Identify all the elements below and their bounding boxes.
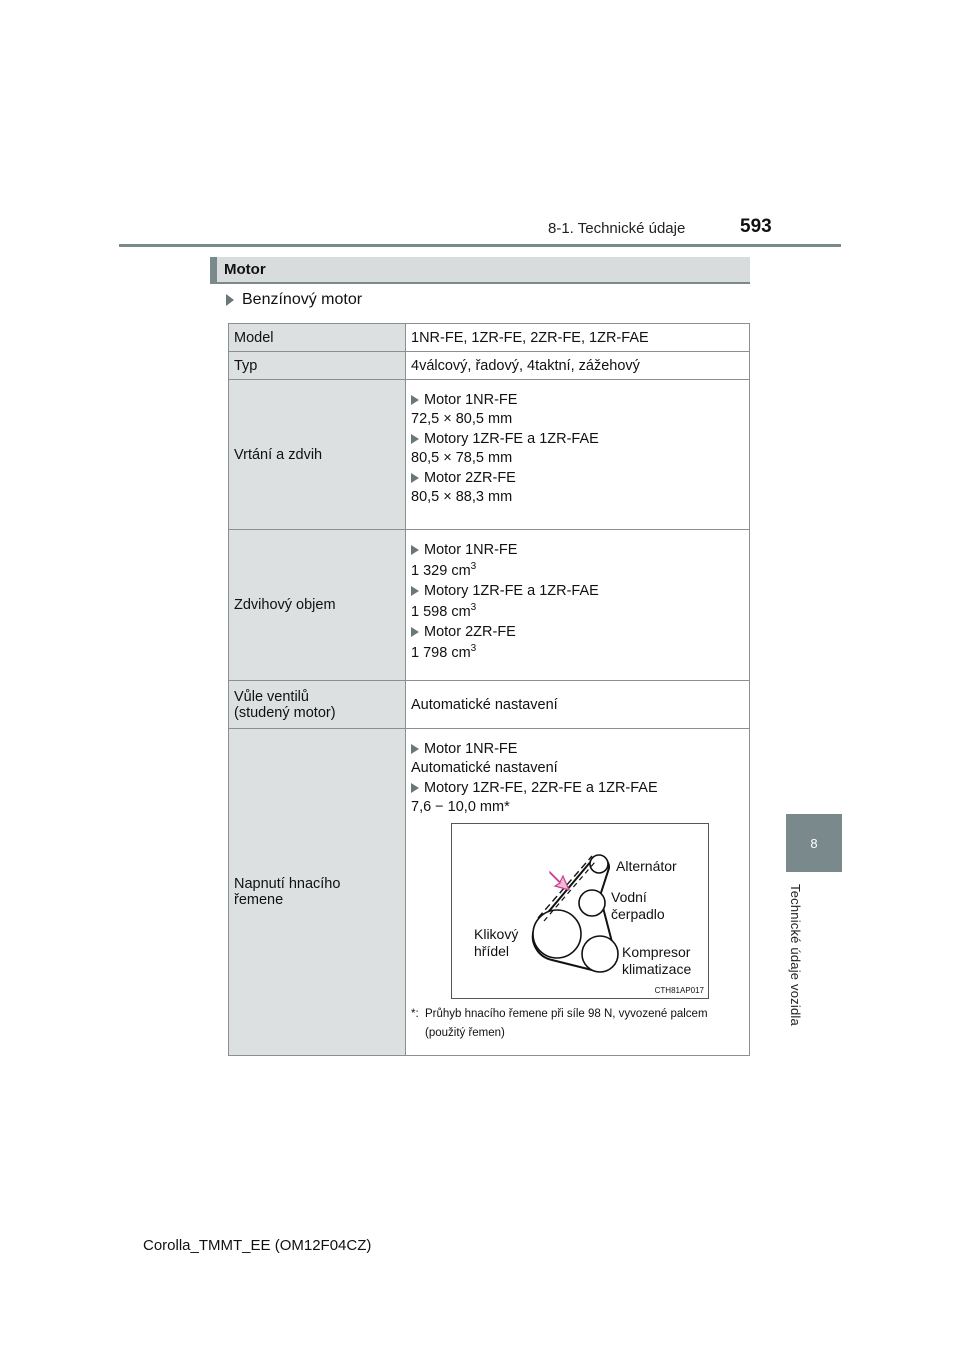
table-row-type — [229, 352, 750, 380]
engine-spec-table — [228, 323, 750, 1056]
engine-name: Motor 1NR-FE — [424, 392, 518, 408]
bore-value: 80,5 × 88,3 mm — [411, 489, 513, 505]
label-compressor-line2: klimatizace — [622, 961, 692, 977]
push-arrow-icon — [550, 872, 569, 890]
table-row-displacement — [229, 530, 750, 681]
table-row-valve — [229, 681, 750, 729]
engine-name: Motor 1NR-FE — [424, 542, 518, 558]
label-crankshaft — [474, 926, 518, 960]
label-crankshaft-line2: hřídel — [474, 943, 510, 959]
section-title: Motor — [224, 261, 266, 278]
chapter-number: 8 — [810, 835, 818, 851]
triangle-bullet-icon — [411, 627, 419, 637]
engine-name: Motory 1ZR-FE, 2ZR-FE a 1ZR-FAE — [424, 780, 658, 796]
belt-value: Automatické nastavení — [411, 760, 558, 776]
triangle-bullet-icon — [411, 744, 419, 754]
belt-label-line1: Napnutí hnacího — [234, 876, 341, 892]
unit-exponent: 3 — [470, 601, 477, 613]
chapter-label: Technické údaje vozidla — [788, 884, 803, 1026]
bore-label: Vrtání a zdvih — [229, 380, 406, 530]
label-water-pump-line2: čerpadlo — [611, 906, 665, 922]
label-compressor — [622, 944, 691, 978]
belt-label-line2: řemene — [234, 892, 284, 908]
engine-name: Motory 1ZR-FE a 1ZR-FAE — [424, 431, 599, 447]
belt-diagram — [451, 823, 709, 999]
water-pump-pulley — [579, 890, 605, 916]
header-section-title: 8-1. Technické údaje — [548, 220, 686, 237]
section-title-bar — [210, 257, 750, 284]
displacement-number: 1 329 cm — [411, 562, 471, 579]
footnote-line2: (použitý řemen) — [425, 1027, 505, 1039]
footnote-line1: Průhyb hnacího řemene při síle 98 N, vyvozené palcem — [425, 1008, 708, 1020]
belt-value: 7,6 − 10,0 mm* — [411, 799, 510, 815]
triangle-bullet-icon — [226, 294, 234, 306]
compressor-pulley — [582, 936, 618, 972]
label-crankshaft-line1: Klikový — [474, 926, 519, 942]
bore-value: 80,5 × 78,5 mm — [411, 450, 513, 466]
belt-label — [229, 729, 406, 1056]
footnote — [411, 1005, 744, 1043]
valve-label-line1: Vůle ventilů — [234, 688, 309, 705]
bore-value: 72,5 × 80,5 mm — [411, 411, 513, 427]
type-value: 4válcový, řadový, 4taktní, zážehový — [406, 352, 750, 380]
displacement-value — [411, 561, 744, 579]
page-number: 593 — [740, 216, 772, 237]
triangle-bullet-icon — [411, 395, 419, 405]
table-row-model — [229, 324, 750, 352]
displacement-value — [411, 602, 744, 620]
footnote-mark: *: — [411, 1008, 419, 1020]
diagram-code: CTH81AP017 — [654, 986, 704, 995]
label-compressor-line1: Kompresor — [622, 944, 691, 960]
displacement-values — [406, 530, 750, 681]
list-item — [411, 741, 744, 757]
model-value: 1NR-FE, 1ZR-FE, 2ZR-FE, 1ZR-FAE — [406, 324, 750, 352]
list-item — [411, 542, 744, 558]
displacement-number: 1 598 cm — [411, 603, 471, 620]
footnote-text — [425, 1005, 708, 1043]
triangle-bullet-icon — [411, 545, 419, 555]
displacement-label: Zdvihový objem — [229, 530, 406, 681]
chapter-tab — [786, 814, 842, 872]
displacement-value — [411, 643, 744, 661]
belt-values — [406, 729, 750, 1056]
model-label: Model — [229, 324, 406, 352]
valve-label-line2: (studený motor) — [234, 704, 336, 721]
table-row-belt — [229, 729, 750, 1056]
table-row-bore — [229, 380, 750, 530]
crankshaft-pulley — [533, 910, 581, 958]
label-alternator: Alternátor — [616, 858, 677, 874]
label-water-pump-line1: Vodní — [611, 889, 647, 905]
list-item — [411, 583, 744, 599]
list-item — [411, 431, 744, 447]
triangle-bullet-icon — [411, 473, 419, 483]
unit-exponent: 3 — [470, 642, 477, 654]
triangle-bullet-icon — [411, 434, 419, 444]
list-item — [411, 624, 744, 640]
engine-name: Motor 1NR-FE — [424, 741, 518, 757]
subheading — [226, 291, 362, 309]
triangle-bullet-icon — [411, 783, 419, 793]
list-item — [411, 470, 744, 486]
displacement-number: 1 798 cm — [411, 644, 471, 661]
header-divider — [119, 244, 841, 247]
unit-exponent: 3 — [470, 561, 477, 572]
list-item — [411, 780, 744, 796]
valve-label — [229, 681, 406, 729]
footer-document-id: Corolla_TMMT_EE (OM12F04CZ) — [143, 1237, 372, 1254]
valve-value: Automatické nastavení — [406, 681, 750, 729]
triangle-bullet-icon — [411, 586, 419, 596]
subheading-text: Benzínový motor — [242, 291, 363, 308]
bore-values — [406, 380, 750, 530]
type-label: Typ — [229, 352, 406, 380]
engine-name: Motor 2ZR-FE — [424, 623, 516, 640]
engine-name: Motory 1ZR-FE a 1ZR-FAE — [424, 582, 599, 599]
label-water-pump — [611, 889, 665, 923]
list-item — [411, 392, 744, 408]
engine-name: Motor 2ZR-FE — [424, 470, 516, 486]
